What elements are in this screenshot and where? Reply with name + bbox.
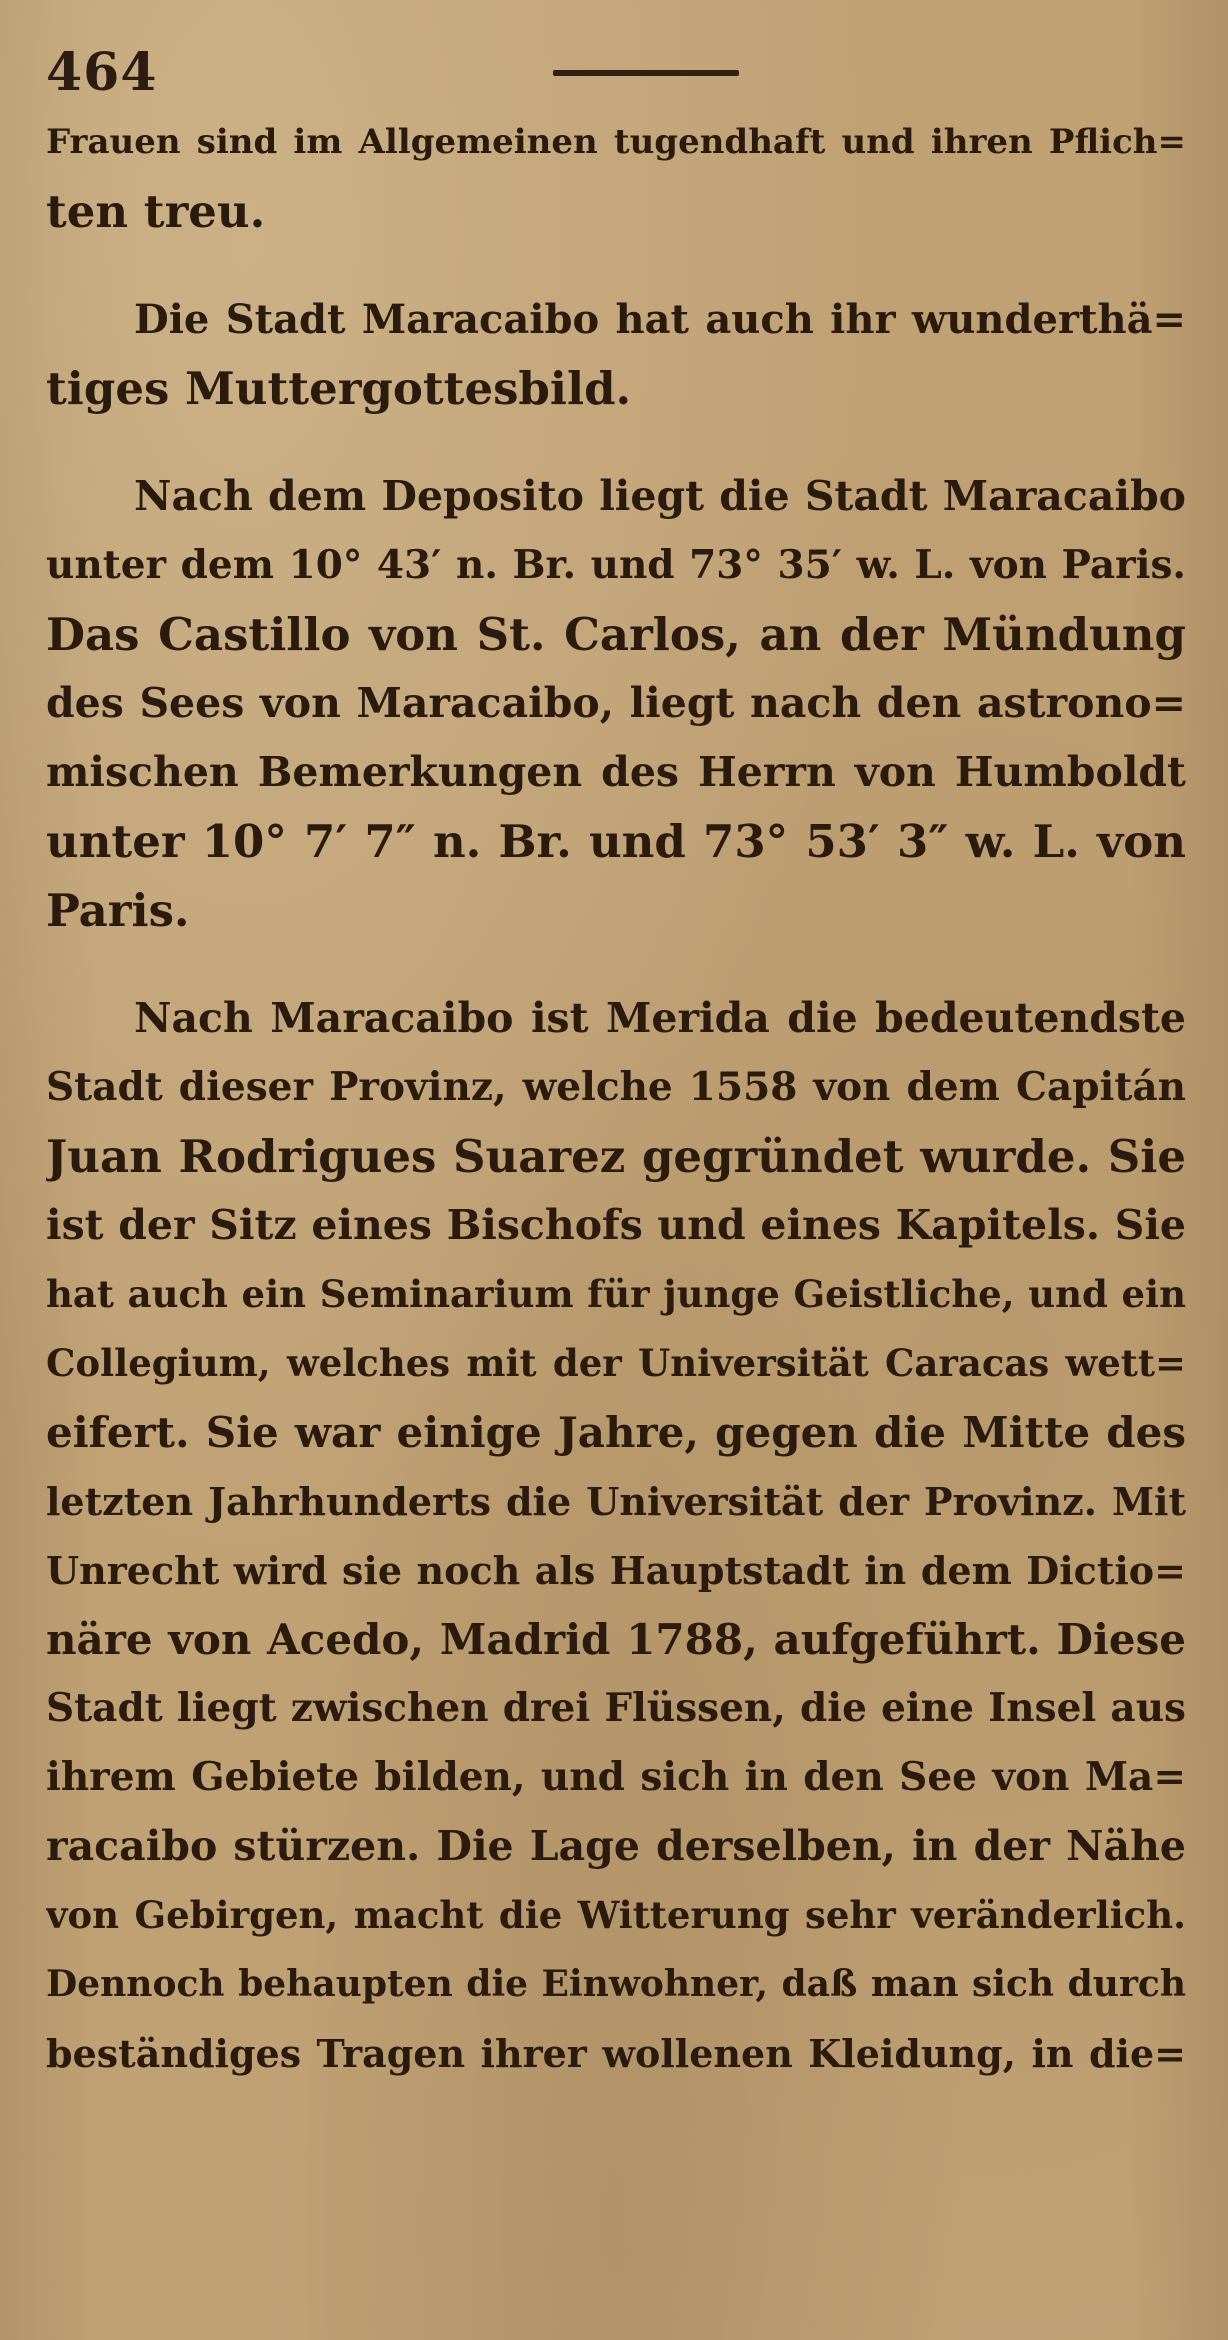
text-line: Die Stadt Maracaibo hat auch ihr wunderthä= <box>134 296 1186 343</box>
text-line: ten treu. <box>46 185 266 238</box>
text-line: von Gebirgen, macht die Witterung sehr veränderlich. <box>46 1893 1186 1937</box>
text-line: Stadt liegt zwischen drei Flüssen, die eine Insel aus <box>46 1685 1186 1731</box>
paragraph <box>46 108 1186 246</box>
text-line: Dennoch behaupten die Einwohner, daß man sich durch <box>46 1963 1186 2005</box>
paragraph <box>46 984 1186 2088</box>
text-line: unter dem 10° 43′ n. Br. und 73° 35′ w. L. von Paris. <box>46 542 1186 588</box>
text-line: näre von Acedo, Madrid 1788, aufgeführt. Diese <box>46 1615 1186 1664</box>
paragraph <box>46 462 1186 945</box>
text-line: hat auch ein Seminarium für junge Geistliche, und ein <box>46 1272 1186 1316</box>
text-line: Stadt dieser Provinz, welche 1558 von dem Capitán <box>46 1064 1186 1110</box>
text-line: Collegium, welches mit der Universität Caracas wett= <box>46 1341 1186 1385</box>
text-line: ihrem Gebiete bilden, und sich in den See von Ma= <box>46 1754 1186 1800</box>
body-text <box>46 108 1186 2088</box>
text-line: tiges Muttergottesbild. <box>46 362 632 415</box>
text-line: des Sees von Maracaibo, liegt nach den astrono= <box>46 679 1186 727</box>
text-line: Nach Maracaibo ist Merida die bedeutendste <box>134 994 1186 1042</box>
paragraph <box>46 285 1186 423</box>
text-line: Juan Rodrigues Suarez gegründet wurde. Sie <box>46 1130 1186 1183</box>
text-line: racaibo stürzen. Die Lage derselben, in der Nähe <box>46 1822 1186 1870</box>
text-line: Nach dem Deposito liegt die Stadt Maracaibo <box>134 472 1186 520</box>
text-line: Paris. <box>46 884 190 937</box>
header-rule <box>553 70 739 76</box>
text-line: ist der Sitz eines Bischofs und eines Kapitels. Sie <box>46 1201 1186 1249</box>
text-line: beständiges Tragen ihrer wollenen Kleidung, in die= <box>46 2031 1186 2076</box>
text-line: letzten Jahrhunderts die Universität der Provinz. Mit <box>46 1479 1186 1524</box>
text-line: Unrecht wird sie noch als Hauptstadt in dem Dictio= <box>46 1548 1186 1593</box>
text-line: Frauen sind im Allgemeinen tugendhaft und ihren Pflich= <box>46 122 1186 162</box>
text-line: unter 10° 7′ 7″ n. Br. und 73° 53′ 3″ w. L. von <box>46 815 1186 868</box>
page-number: 464 <box>46 42 158 103</box>
text-line: Das Castillo von St. Carlos, an der Mündung <box>46 608 1186 661</box>
text-line: mischen Bemerkungen des Herrn von Humboldt <box>46 748 1186 796</box>
text-line: eifert. Sie war einige Jahre, gegen die Mitte des <box>46 1408 1186 1457</box>
